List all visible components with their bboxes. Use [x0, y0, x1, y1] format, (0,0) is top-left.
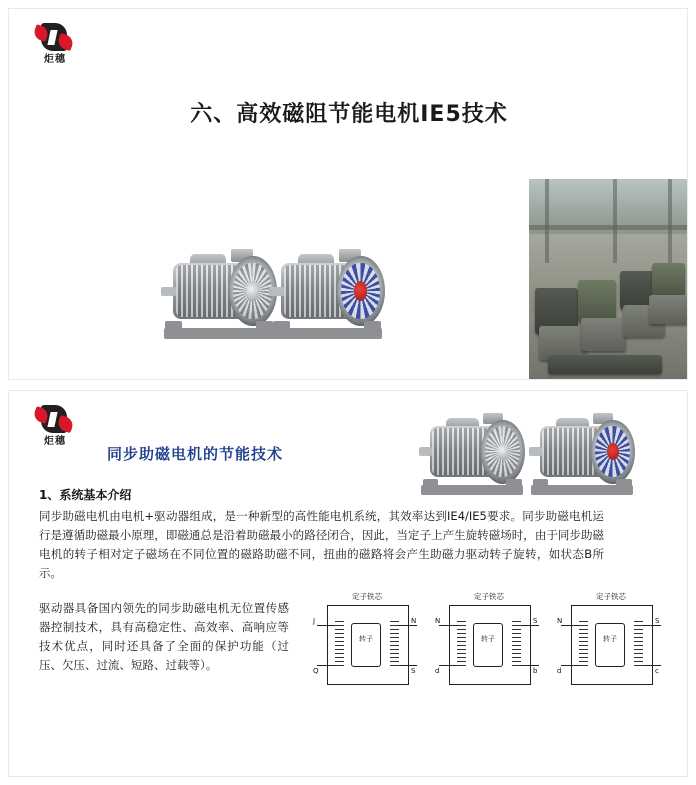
diagram-caption: 定子铁芯 [596, 592, 626, 601]
pole-label: b [533, 667, 538, 675]
slide-2 [8, 390, 688, 777]
pole-label: N [435, 617, 441, 625]
diagram-cell-a [311, 591, 423, 701]
slide-heading: 同步助磁电机的节能技术 [107, 445, 284, 463]
slide-1 [8, 8, 688, 380]
electric-motor-illustration [417, 413, 527, 495]
diagram-caption: 定子铁芯 [352, 592, 382, 601]
pole-label: S [655, 617, 660, 625]
electric-motor-illustration-color-fan [527, 413, 637, 495]
flame-logo-icon [32, 405, 78, 435]
factory-motor-assembly-line-photo [529, 179, 688, 380]
diagram-cell-c [555, 591, 667, 701]
section-title: 1、系统基本介绍 [39, 488, 132, 502]
brand-logo [29, 23, 81, 69]
pole-label: c [655, 667, 659, 675]
pole-label: d [557, 667, 562, 675]
magnetic-circuit-diagram [311, 591, 669, 701]
diagram-caption: 定子铁芯 [474, 592, 504, 601]
rotor-label: 转子 [473, 623, 503, 667]
brand-logo [29, 405, 81, 451]
paragraph-1: 同步助磁电机由电机+驱动器组成，是一种新型的高性能电机系统，其效率达到IE4/IE5要求。同步助磁电机运行是遵循助磁最小原理，即磁通总是沿着助磁最小的路径闭合，因此，当定子上产生旋转磁场时，由于同步助磁电机的转子相对定子磁场在不同位置的磁路助磁不同，扭曲的磁路将会产生助磁力驱动转子旋转，如状态B所示。 [39, 509, 604, 580]
brand-name: 炬穗 [44, 54, 66, 65]
pole-label: d [435, 667, 440, 675]
diagram-cell-b [433, 591, 545, 701]
pole-label: S [533, 617, 538, 625]
rotor-label: 转子 [595, 623, 625, 667]
pole-label: S [411, 667, 416, 675]
electric-motor-illustration-color-fan [267, 249, 387, 339]
rotor-label: 转子 [351, 623, 381, 667]
page-title: 六、高效磁阻节能电机IE5技术 [190, 102, 508, 127]
paragraph-2: 驱动器具备国内领先的同步助磁电机无位置传感器控制技术，具有高稳定性、高效率、高响应等技术优点，同时还具备了全面的保护功能（过压、欠压、过流、短路、过载等）。 [39, 601, 289, 672]
pole-label: Q [313, 667, 319, 675]
brand-name: 炬穗 [44, 436, 66, 447]
pole-label: N [557, 617, 563, 625]
pole-label: N [411, 617, 417, 625]
electric-motor-illustration [159, 249, 279, 339]
flame-logo-icon [32, 23, 78, 53]
pole-label: J [313, 617, 316, 625]
